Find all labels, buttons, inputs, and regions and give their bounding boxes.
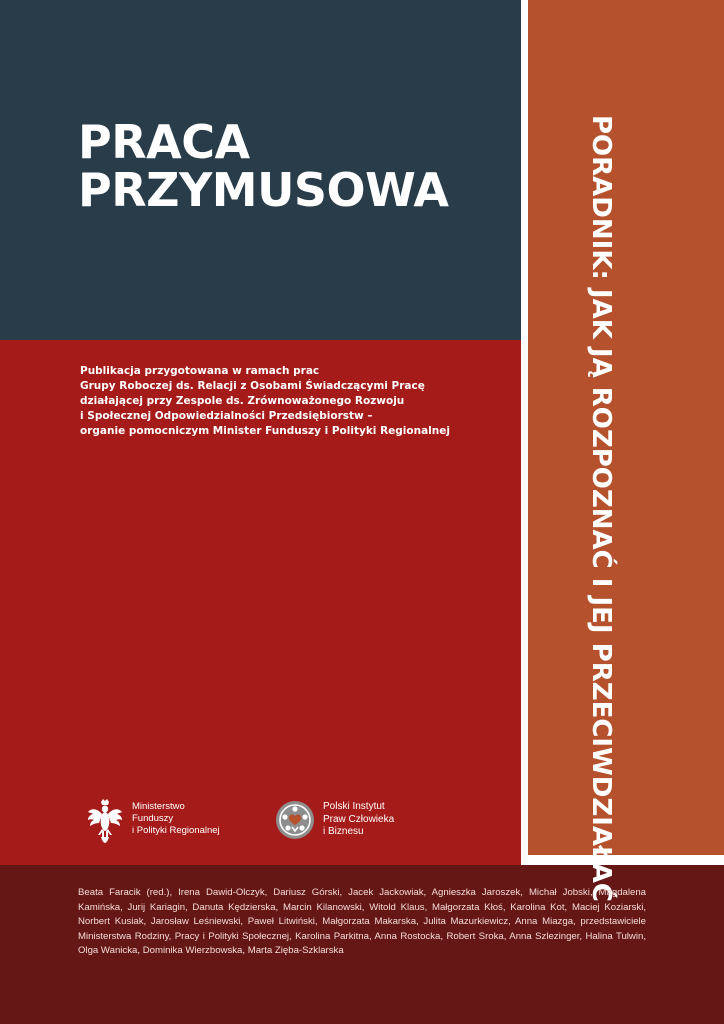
cover-title: [78, 115, 449, 217]
institute-name-line: Polski Instytut: [323, 801, 385, 812]
institute-name-line: Praw Człowieka: [323, 813, 395, 825]
publication-description: [80, 364, 500, 439]
ministry-name-line: Funduszy: [132, 813, 174, 824]
description-line: Grupy Roboczej ds. Relacji z Osobami Świadczącymi Pracę: [80, 380, 425, 392]
ministry-name: [132, 801, 220, 837]
cover-title-line-2: PRZYMUSOWA: [78, 163, 449, 217]
pip-logo-mark-icon: [275, 800, 315, 840]
description-line: działającej przy Zespole ds. Zrównoważonego Rozwoju: [80, 395, 405, 407]
vertical-subtitle: [586, 115, 616, 902]
vertical-subtitle-text: PORADNIK: JAK JĄ ROZPOZNAĆ I JEJ PRZECIWDZIAŁAĆ: [586, 115, 616, 902]
ministry-logo: [86, 798, 246, 844]
subtitle-panel: [528, 0, 724, 855]
divider-strip-bottom: [521, 855, 724, 865]
authors-list: Beata Faracik (red.), Irena Dawid-Olczyk, Dariusz Górski, Jacek Jackowiak, Agnieszka Jaroszek, Michał Jobski, Magdalena Kamińska, Jurij Kariagin, Danuta Kędzierska, Marcin Kilanowski, Witold Klaus, Małgorzata Kłoś, Karolina Kot, Maciej Koziarski, Norbert Kusiak, Jarosław Leśniewski, Paweł Litwiński, Małgorzata Makarska, Julita Mazurkiewicz, Anna Miazga, przedstawiciele Ministerstwa Rodziny, Pracy i Polityki Społecznej, Karolina Parkitna, Anna Rostocka, Robert Sroka, Anna Szlezinger, Halina Tulwin, Olga Wanicka, Dominika Wierzbowska, Marta Zięba-Szklarska: [78, 887, 646, 956]
description-line: i Społecznej Odpowiedzialności Przedsiębiorstw –: [80, 410, 373, 422]
institute-name-line: i Biznesu: [323, 826, 364, 837]
institute-logo: [275, 798, 435, 844]
cover-title-line-1: PRACA: [78, 115, 250, 169]
institute-name: [323, 801, 394, 839]
description-line: Publikacja przygotowana w ramach prac: [80, 365, 320, 377]
ministry-name-line: i Polityki Regionalnej: [132, 825, 220, 836]
polish-eagle-emblem-icon: [86, 798, 124, 844]
description-line: organie pomocniczym Minister Funduszy i Polityki Regionalnej: [80, 425, 450, 437]
divider-strip: [521, 0, 528, 865]
ministry-name-line: Ministerstwo: [132, 801, 185, 812]
